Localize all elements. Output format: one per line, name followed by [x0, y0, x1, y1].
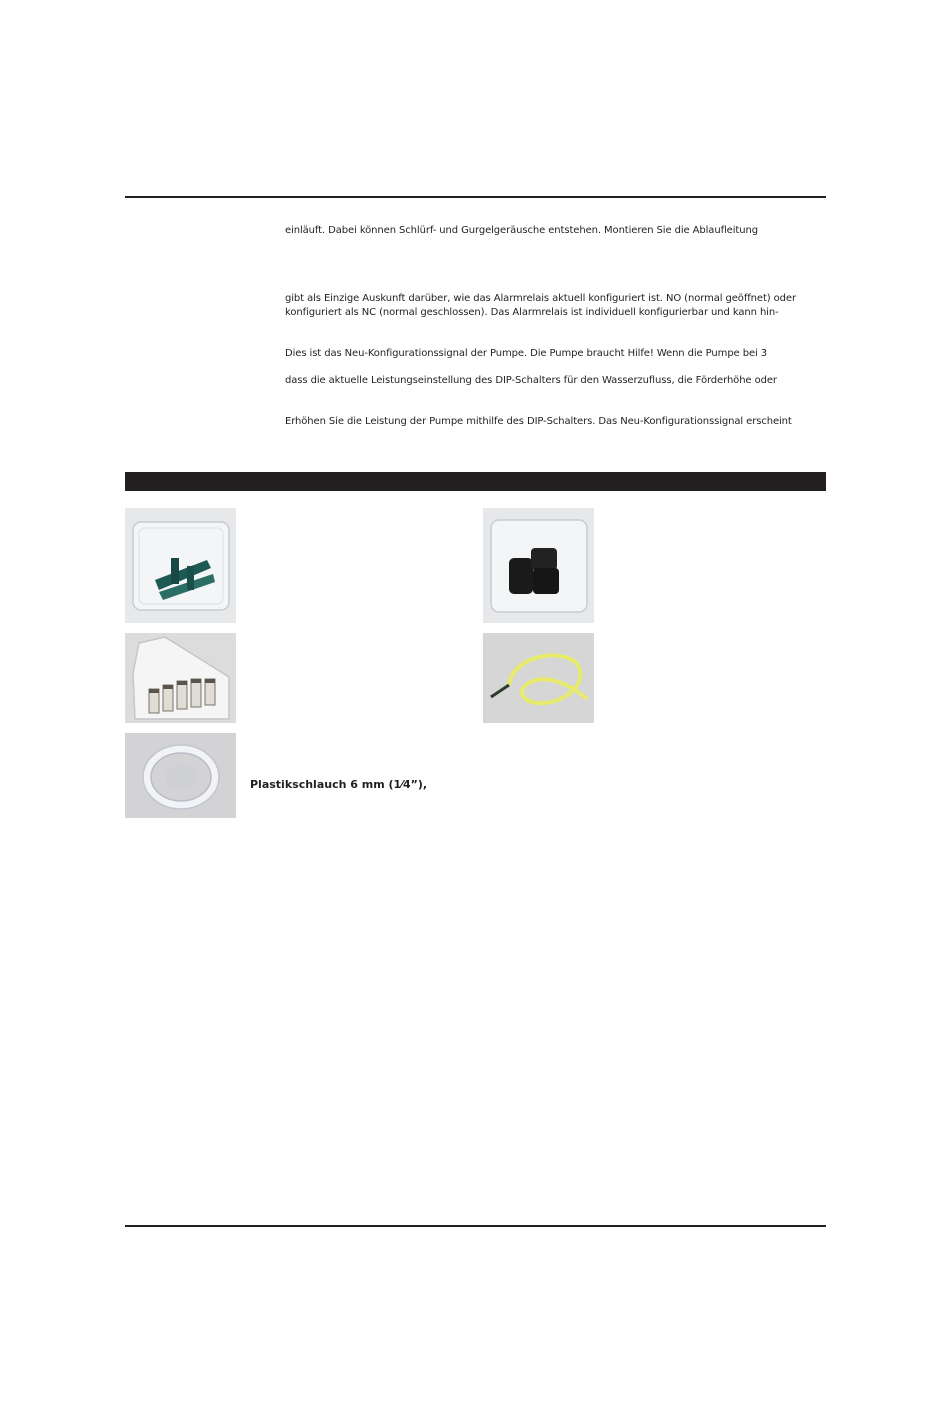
paragraph-line-2: gibt als Einzige Auskunft darüber, wie das Alarmrelais aktuell konfiguriert ist. NO (normal geöffnet) oder [285, 293, 796, 304]
paragraph-line-6: Erhöhen Sie die Leistung der Pumpe mithilfe des DIP-Schalters. Das Neu-Konfigurationssignal erscheint [285, 416, 792, 427]
fuses-box-photo [125, 633, 236, 723]
tubing-caption: Plastikschlauch 6 mm (1⁄4”), [250, 778, 428, 791]
paragraph-line-4: Dies ist das Neu-Konfigurationssignal der Pumpe. Die Pumpe braucht Hilfe! Wenn die Pumpe bei 3 [285, 348, 768, 359]
paragraph-line-1: einläuft. Dabei können Schlürf- und Gurgelgeräusche entstehen. Montieren Sie die Ablaufleitung [285, 225, 758, 236]
paragraph-line-3: konfiguriert als NC (normal geschlossen). Das Alarmrelais ist individuell konfigurierbar und kann hin- [285, 307, 779, 318]
top-rule [125, 196, 826, 198]
clear-tubing-coil-photo [125, 733, 236, 818]
bottom-rule [125, 1225, 826, 1227]
yellow-tube-photo [483, 633, 594, 723]
black-filter-sponges-photo [483, 508, 594, 623]
section-header-band [125, 472, 826, 491]
paragraph-line-5: dass die aktuelle Leistungseinstellung des DIP-Schalters für den Wasserzufluss, die Förderhöhe oder [285, 375, 777, 386]
green-connectors-photo [125, 508, 236, 623]
